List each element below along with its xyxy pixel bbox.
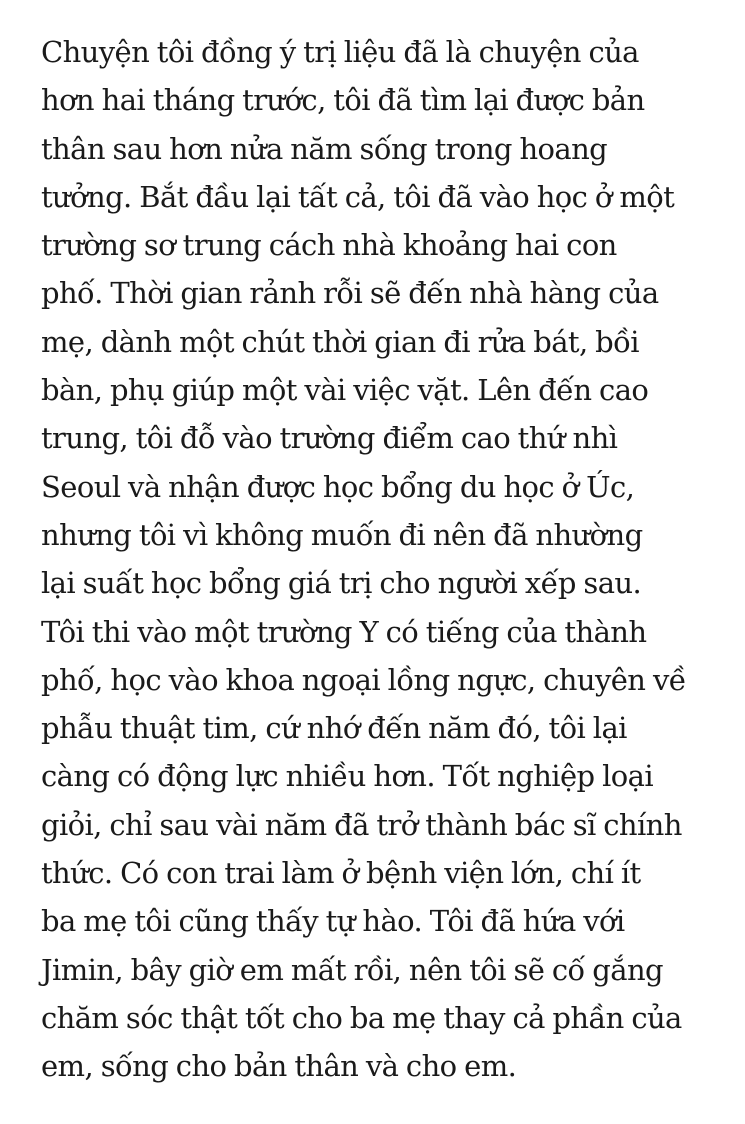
- text-line: phố, học vào khoa ngoại lồng ngực, chuyên về: [41, 662, 687, 697]
- text-line: em, sống cho bản thân và cho em.: [41, 1049, 517, 1084]
- text-line: chăm sóc thật tốt cho ba mẹ thay cả phần của: [41, 1000, 682, 1035]
- text-line: Jimin, bây giờ em mất rồi, nên tôi sẽ cố gắng: [41, 952, 663, 987]
- text-line: tưởng. Bắt đầu lại tất cả, tôi đã vào học ở một: [41, 179, 675, 214]
- text-line: ba mẹ tôi cũng thấy tự hào. Tôi đã hứa với: [41, 904, 625, 939]
- text-line: Chuyện tôi đồng ý trị liệu đã là chuyện của: [41, 35, 639, 69]
- text-line: lại suất học bổng giá trị cho người xếp sau.: [41, 566, 642, 601]
- paragraph: [41, 28, 731, 1091]
- text-line: phố. Thời gian rảnh rỗi sẽ đến nhà hàng của: [41, 276, 659, 311]
- text-line: bàn, phụ giúp một vài việc vặt. Lên đến cao: [41, 373, 649, 408]
- text-line: phẫu thuật tim, cứ nhớ đến năm đó, tôi lại: [41, 711, 627, 746]
- text-line: hơn hai tháng trước, tôi đã tìm lại được bản: [41, 83, 645, 118]
- text-line: Tôi thi vào một trường Y có tiếng của thành: [41, 614, 647, 649]
- text-line: nhưng tôi vì không muốn đi nên đã nhường: [41, 517, 643, 552]
- text-line: trung, tôi đỗ vào trường điểm cao thứ nhì: [41, 421, 618, 456]
- text-line: trường sơ trung cách nhà khoảng hai con: [41, 228, 617, 263]
- text-line: mẹ, dành một chút thời gian đi rửa bát, bồi: [41, 324, 639, 359]
- text-line: thức. Có con trai làm ở bệnh viện lớn, chí ít: [41, 856, 641, 891]
- text-line: giỏi, chỉ sau vài năm đã trở thành bác sĩ chính: [41, 807, 682, 842]
- text-line: thân sau hơn nửa năm sống trong hoang: [41, 131, 608, 166]
- text-line: càng có động lực nhiều hơn. Tốt nghiệp loại: [41, 759, 654, 794]
- text-line: Seoul và nhận được học bổng du học ở Úc,: [41, 469, 635, 504]
